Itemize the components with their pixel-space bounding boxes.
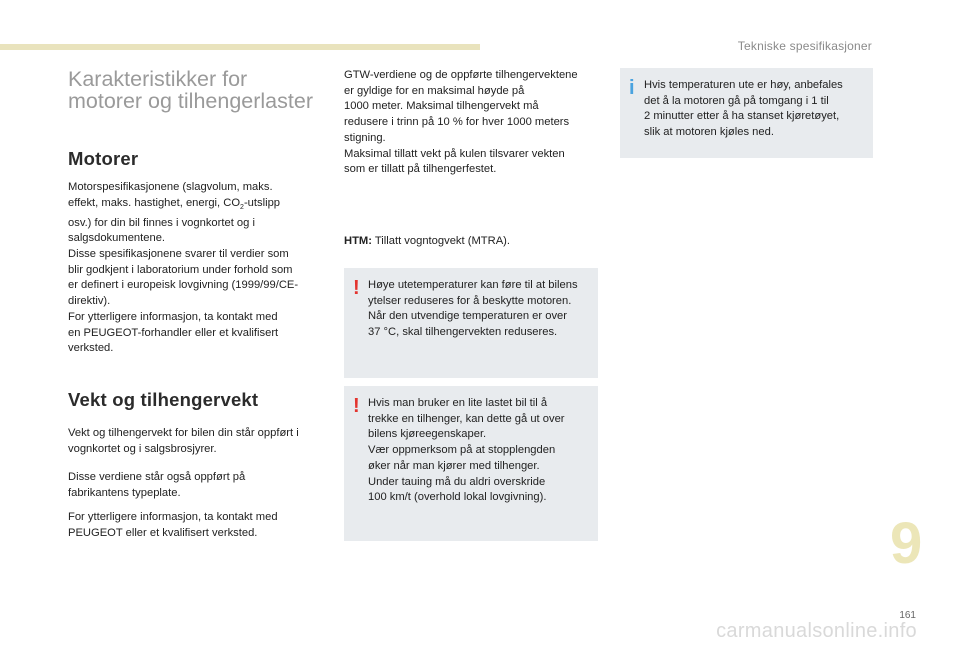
- info-icon: i: [629, 77, 635, 99]
- chapter-number: 9: [890, 511, 923, 576]
- gtw-paragraph: GTW-verdiene og de oppførte tilhengervektene er gyldige for en maksimal høyde på 1000 meter. Maksimal tilhengervekt må redusere i trinn på 10 % for hver 1000 meters stigning. Maksimal tillatt vekt på kulen tilsvarer vekten som er tillatt på tilhengerfestet.: [344, 69, 578, 176]
- vekt-paragraph-1: Vekt og tilhengervekt for bilen din står oppført i vognkortet og i salgsbrosjyrer.: [68, 427, 299, 455]
- watermark: carmanualsonline.info: [716, 620, 917, 642]
- section-title: Karakteristikker for motorer og tilhengerlaster: [68, 67, 313, 113]
- warning-icon: !: [353, 277, 360, 299]
- page-number: 161: [899, 610, 916, 621]
- warning-text: Hvis man bruker en lite lastet bil til å trekke en tilhenger, kan dette gå ut over bilens kjøreegenskaper. Vær oppmerksom på at stopplengden øker når man kjører med tilhenger. Under tauing må du aldri overskride 100 km/t (overhold lokal lovgivning).: [368, 397, 565, 504]
- heading-vekt: Vekt og tilhengervekt: [68, 389, 259, 410]
- vekt-paragraph-2: Disse verdiene står også oppført på fabrikantens typeplate.: [68, 471, 246, 499]
- motorer-paragraph: Motorspesifikasjonene (slagvolum, maks. effekt, maks. hastighet, energi, $CO_2$-utslipp osv.) for din bil finnes i vognkortet og i salgsdokumentene. Disse spesifikasjonene svarer til verdier som blir godkjent i laboratorium under forhold som er definert i europeisk lovgivning (1999/99/CE- direktiv). For ytterligere informasjon, ta kontakt med en PEUGEOT-forhandler eller et kvalifisert verksted.: [68, 181, 299, 355]
- htm-label: HTM:: [344, 235, 372, 247]
- header-accent-bar: [0, 44, 480, 50]
- info-text: Hvis temperaturen ute er høy, anbefales det å la motoren gå på tomgang i 1 til 2 minutter etter å ha stanset kjøretøyet, slik at motoren kjøles ned.: [644, 79, 843, 139]
- info-box-idle: [620, 68, 873, 158]
- warning-box-towing: [344, 386, 598, 541]
- chapter-header: Tekniske spesifikasjoner: [737, 39, 872, 53]
- warning-text: Høye utetemperaturer kan føre til at bilens ytelser reduseres for å beskytte motoren. Når den utvendige temperaturen er over 37 °C, skal tilhengervekten reduseres.: [368, 279, 578, 339]
- warning-box-temperature: [344, 268, 598, 378]
- warning-icon: !: [353, 395, 360, 417]
- heading-motorer: Motorer: [68, 148, 139, 169]
- htm-paragraph: HTM: Tillatt vogntogvekt (MTRA).: [344, 235, 510, 247]
- vekt-paragraph-3: For ytterligere informasjon, ta kontakt med PEUGEOT eller et kvalifisert verksted.: [68, 511, 278, 539]
